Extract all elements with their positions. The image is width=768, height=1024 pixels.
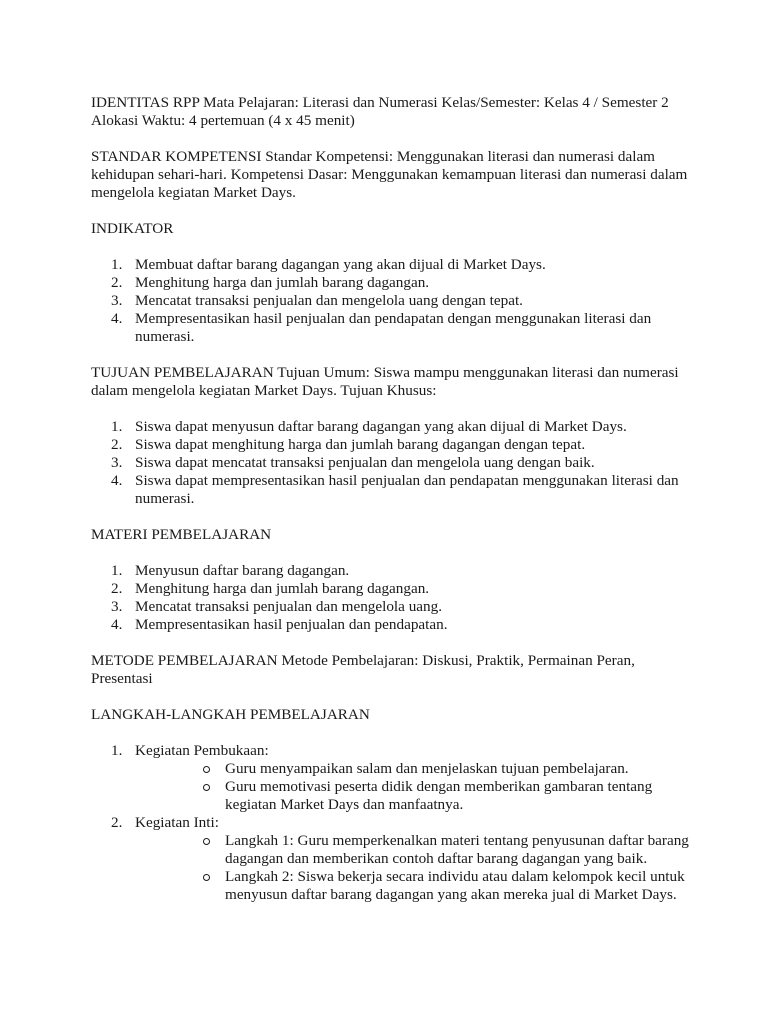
list-item-text: Siswa dapat mencatat transaksi penjualan dan mengelola uang dengan baik. bbox=[135, 454, 595, 471]
list-item bbox=[91, 310, 691, 346]
list-item bbox=[91, 562, 691, 580]
list-item-text: Mencatat transaksi penjualan dan mengelola uang. bbox=[135, 598, 443, 615]
hollow-circle-bullet-icon bbox=[203, 784, 210, 791]
list-item-text: Menghitung harga dan jumlah barang dagangan. bbox=[135, 580, 430, 597]
list-item bbox=[91, 580, 691, 598]
list-number: 4. bbox=[111, 616, 123, 633]
metode-paragraph: METODE PEMBELAJARAN Metode Pembelajaran: Diskusi, Praktik, Permainan Peran, Presentasi bbox=[91, 652, 635, 687]
list-number: 4. bbox=[111, 472, 123, 489]
list-item bbox=[91, 454, 691, 472]
sub-list bbox=[135, 760, 691, 814]
list-item-text: Siswa dapat menghitung harga dan jumlah barang dagangan dengan tepat. bbox=[135, 436, 586, 453]
sub-list-item bbox=[135, 778, 691, 814]
list-item-text: Kegiatan Inti: bbox=[135, 814, 219, 831]
list-number: 1. bbox=[111, 742, 123, 759]
document-body bbox=[91, 94, 691, 922]
list-item bbox=[91, 436, 691, 454]
hollow-circle-bullet-icon bbox=[203, 874, 210, 881]
list-item-text: Mempresentasikan hasil penjualan dan pendapatan dengan menggunakan literasi dan numerasi. bbox=[135, 310, 652, 345]
list-number: 2. bbox=[111, 436, 123, 453]
list-item-text: Mempresentasikan hasil penjualan dan pendapatan. bbox=[135, 616, 448, 633]
list-number: 4. bbox=[111, 310, 123, 327]
list-number: 1. bbox=[111, 562, 123, 579]
sub-list-item-text: Langkah 1: Guru memperkenalkan materi tentang penyusunan daftar barang dagangan dan memberikan contoh daftar barang dagangan yang baik. bbox=[225, 832, 689, 867]
list-item-text: Menyusun daftar barang dagangan. bbox=[135, 562, 350, 579]
sub-list bbox=[135, 832, 691, 904]
list-number: 3. bbox=[111, 454, 123, 471]
list-item-text: Membuat daftar barang dagangan yang akan dijual di Market Days. bbox=[135, 256, 546, 273]
hollow-circle-bullet-icon bbox=[203, 766, 210, 773]
tujuan-khusus-list bbox=[91, 418, 691, 508]
sub-list-item-text: Guru memotivasi peserta didik dengan memberikan gambaran tentang kegiatan Market Days dan manfaatnya. bbox=[225, 778, 653, 813]
list-item bbox=[91, 472, 691, 508]
list-number: 2. bbox=[111, 274, 123, 291]
list-item bbox=[91, 274, 691, 292]
sub-list-item-text: Guru menyampaikan salam dan menjelaskan tujuan pembelajaran. bbox=[225, 760, 629, 777]
materi-list bbox=[91, 562, 691, 634]
sub-list-item-text: Langkah 2: Siswa bekerja secara individu atau dalam kelompok kecil untuk menyusun daftar barang dagangan yang akan mereka jual di Market Days. bbox=[225, 868, 685, 903]
materi-heading: MATERI PEMBELAJARAN bbox=[91, 526, 272, 543]
indikator-list bbox=[91, 256, 691, 346]
list-item bbox=[91, 256, 691, 274]
list-item bbox=[91, 292, 691, 310]
sub-list-item bbox=[135, 760, 691, 778]
sub-list-item bbox=[135, 832, 691, 868]
hollow-circle-bullet-icon bbox=[203, 838, 210, 845]
list-item bbox=[91, 616, 691, 634]
list-number: 2. bbox=[111, 814, 123, 831]
list-item-text: Menghitung harga dan jumlah barang dagangan. bbox=[135, 274, 430, 291]
list-number: 3. bbox=[111, 292, 123, 309]
list-item bbox=[91, 598, 691, 616]
list-number: 1. bbox=[111, 418, 123, 435]
list-item-text: Mencatat transaksi penjualan dan mengelola uang dengan tepat. bbox=[135, 292, 523, 309]
indikator-heading: INDIKATOR bbox=[91, 220, 174, 237]
list-item-text: Siswa dapat mempresentasikan hasil penjualan dan pendapatan menggunakan literasi dan numerasi. bbox=[135, 472, 679, 507]
list-number: 3. bbox=[111, 598, 123, 615]
langkah-list bbox=[91, 742, 691, 904]
langkah-heading: LANGKAH-LANGKAH PEMBELAJARAN bbox=[91, 706, 370, 723]
standar-kompetensi-paragraph: STANDAR KOMPETENSI Standar Kompetensi: Menggunakan literasi dan numerasi dalam kehidupan sehari-hari. Kompetensi Dasar: Menggunakan kemampuan literasi dan numerasi dalam mengelola kegiatan Market Days. bbox=[91, 148, 688, 201]
list-item bbox=[91, 814, 691, 904]
list-item bbox=[91, 418, 691, 436]
list-item bbox=[91, 742, 691, 814]
sub-list-item bbox=[135, 868, 691, 904]
list-item-text: Kegiatan Pembukaan: bbox=[135, 742, 269, 759]
tujuan-paragraph: TUJUAN PEMBELAJARAN Tujuan Umum: Siswa mampu menggunakan literasi dan numerasi dalam mengelola kegiatan Market Days. Tujuan Khusus: bbox=[91, 364, 679, 399]
list-number: 2. bbox=[111, 580, 123, 597]
list-item-text: Siswa dapat menyusun daftar barang dagangan yang akan dijual di Market Days. bbox=[135, 418, 627, 435]
identitas-paragraph: IDENTITAS RPP Mata Pelajaran: Literasi dan Numerasi Kelas/Semester: Kelas 4 / Semester 2 Alokasi Waktu: 4 pertemuan (4 x 45 menit) bbox=[91, 94, 669, 129]
list-number: 1. bbox=[111, 256, 123, 273]
